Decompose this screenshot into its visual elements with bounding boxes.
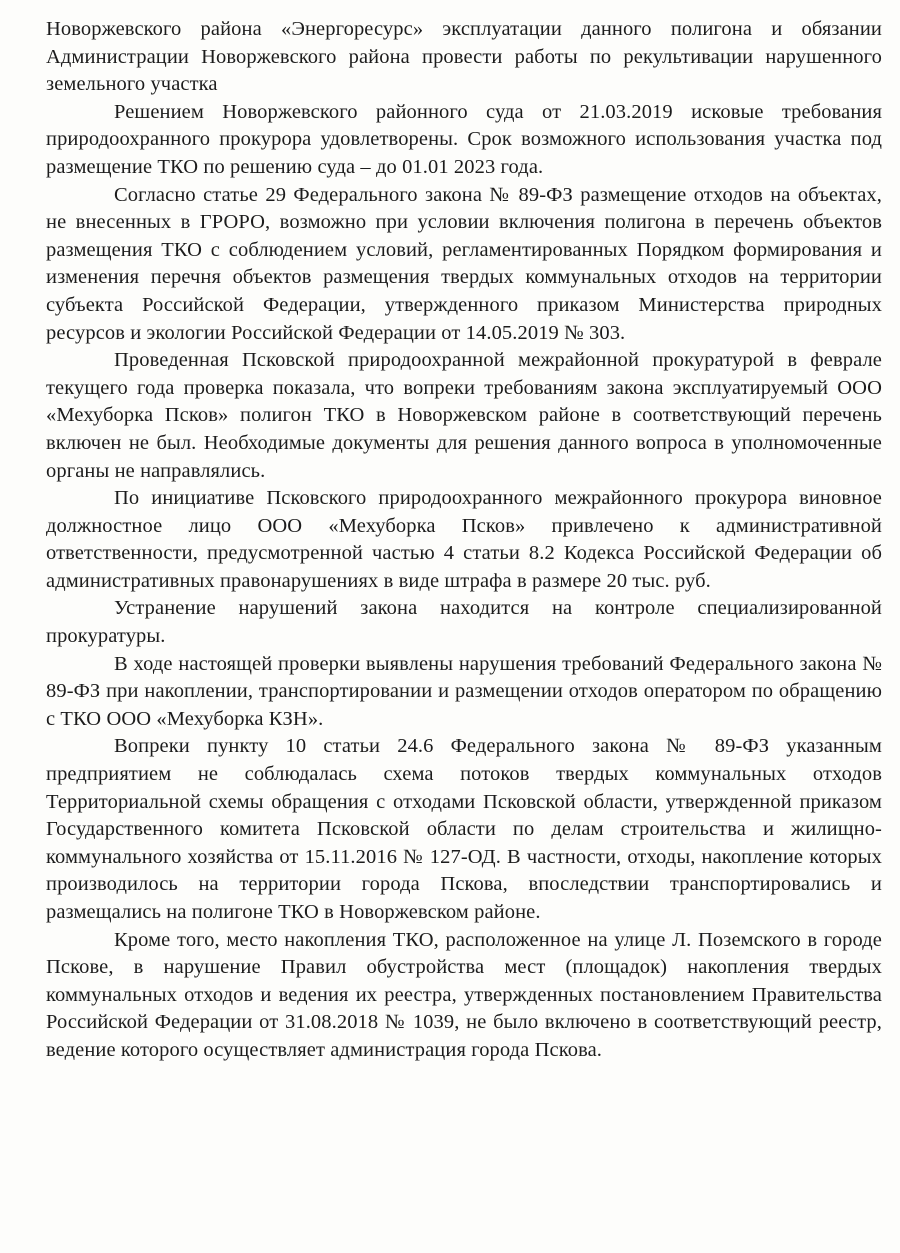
paragraph-1: Новоржевского района «Энергоресурс» эксплуатации данного полигона и обязании Администрации Новоржевского района провести работы по рекультивации нарушенного земельного участка bbox=[46, 18, 882, 96]
paragraph-7: В ходе настоящей проверки выявлены нарушения требований Федерального закона № 89-ФЗ при накоплении, транспортировании и размещении отходов оператором по обращению с ТКО ООО «Мехуборка КЗН». bbox=[46, 652, 882, 730]
paragraph-5: По инициативе Псковского природоохранного межрайонного прокурора виновное должностное лицо ООО «Мехуборка Псков» привлечено к административной ответственности, предусмотренной частью 4 статьи 8.2 Кодекса Российской Федерации об административных правонарушениях в виде штрафа в размере 20 тыс. руб. bbox=[46, 487, 882, 592]
paragraph-3: Согласно статье 29 Федерального закона № 89-ФЗ размещение отходов на объектах, не внесенных в ГРОРО, возможно при условии включения полигона в перечень объектов размещения ТКО с соблюдением условий, регламентированных Порядком формирования и изменения перечня объектов размещения твердых коммунальных отходов на территории субъекта Российской Федерации, утвержденного приказом Министерства природных ресурсов и экологии Российской Федерации от 14.05.2019 № 303. bbox=[46, 183, 882, 344]
paragraph-4: Проведенная Псковской природоохранной межрайонной прокуратурой в феврале текущего года проверка показала, что вопреки требованиям закона эксплуатируемый ООО «Мехуборка Псков» полигон ТКО в Новоржевском районе в соответствующий перечень включен не был. Необходимые документы для решения данного вопроса в уполномоченные органы не направлялись. bbox=[46, 349, 882, 482]
paragraph-8: Вопреки пункту 10 статьи 24.6 Федерального закона № 89-ФЗ указанным предприятием не соблюдалась схема потоков твердых коммунальных отходов Территориальной схемы обращения с отходами Псковской области, утвержденной приказом Государственного комитета Псковской области по делам строительства и жилищно-коммунального хозяйства от 15.11.2016 № 127-ОД. В частности, отходы, накопление которых производилось на территории города Пскова, впоследствии транспортировались и размещались на полигоне ТКО в Новоржевском районе. bbox=[46, 735, 882, 923]
paragraph-9: Кроме того, место накопления ТКО, расположенное на улице Л. Поземского в городе Пскове, в нарушение Правил обустройства мест (площадок) накопления твердых коммунальных отходов и ведения их реестра, утвержденных постановлением Правительства Российской Федерации от 31.08.2018 № 1039, не было включено в соответствующий реестр, ведение которого осуществляет администрация города Пскова. bbox=[46, 928, 882, 1061]
paragraph-6: Устранение нарушений закона находится на контроле специализированной прокуратуры. bbox=[46, 597, 882, 648]
paragraph-2: Решением Новоржевского районного суда от 21.03.2019 исковые требования природоохранного прокурора удовлетворены. Срок возможного использования участка под размещение ТКО по решению суда – до 01.01 2023 года. bbox=[46, 100, 882, 178]
